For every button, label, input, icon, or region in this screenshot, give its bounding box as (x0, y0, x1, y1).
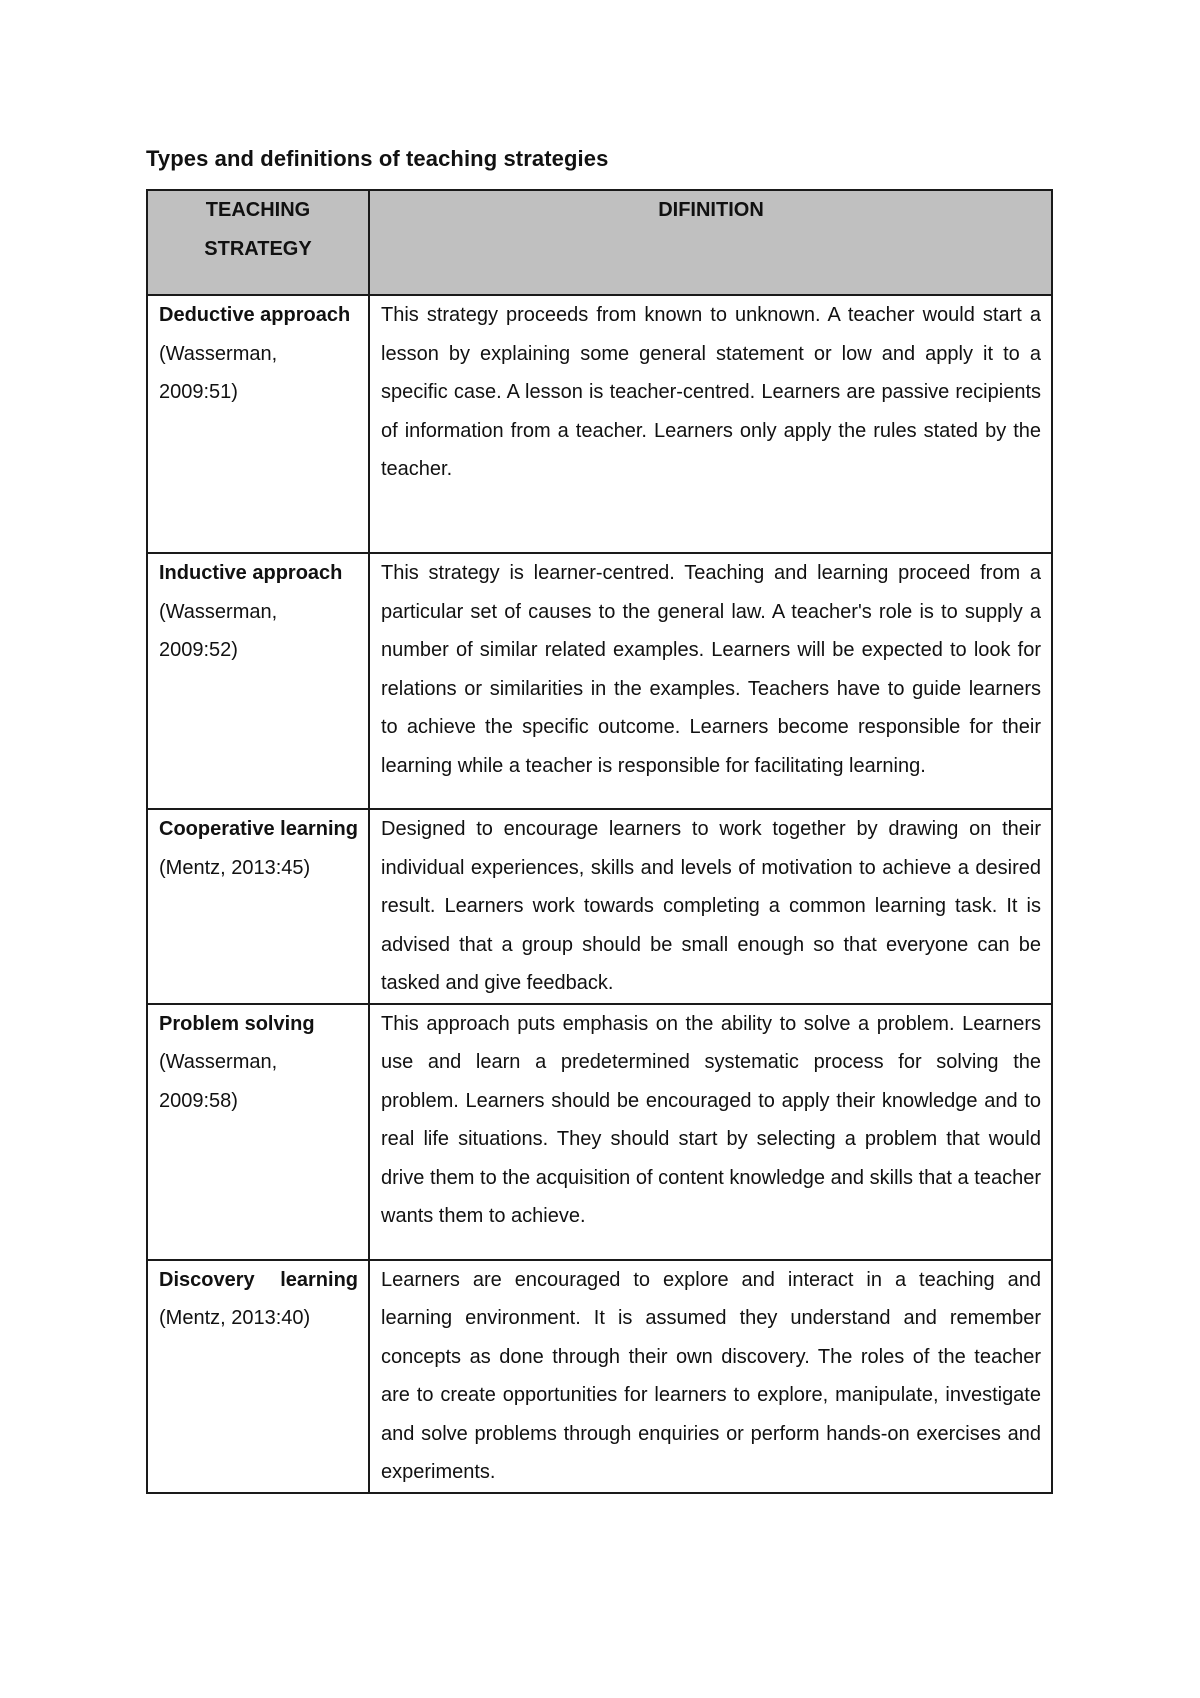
definition-cell (369, 1004, 1052, 1260)
definition-text: Learners are encouraged to explore and interact in a teaching and learning environment. It is assumed they understand and remember concepts as done through their own discovery. The roles of the teacher are to create opportunities for learners to explore, manipulate, investigate and solve problems through enquiries or perform hands-on exercises and experiments. (381, 1268, 1041, 1483)
definition-cell (369, 295, 1052, 553)
header-strategy: TEACHING STRATEGY (147, 190, 369, 295)
strategy-name: Deductive approach (159, 304, 351, 326)
strategy-name: Problem solving (159, 1012, 315, 1035)
definition-text: Designed to encourage learners to work together by drawing on their individual experiences, skills and levels of motivation to achieve a desired result. Learners work towards completing a common learning task. It is advised that a group should be small enough so that everyone can be tasked and give feedback. (381, 818, 1041, 994)
table-row (147, 809, 1052, 1004)
strategy-name: Cooperative learning (159, 818, 358, 840)
header-row (147, 190, 1052, 295)
strategies-table (146, 189, 1053, 1494)
strategy-citation: (Wasserman, 2009:52) (159, 600, 278, 661)
table-row (147, 295, 1052, 553)
table-row (147, 1260, 1052, 1493)
definition-text: This strategy proceeds from known to unknown. A teacher would start a lesson by explaining some general statement or low and apply it to a specific case. A lesson is teacher-centred. Learners are passive recipients of information from a teacher. Learners only apply the rules stated by the teacher. (381, 304, 1041, 480)
definition-cell (369, 1260, 1052, 1493)
strategy-cell (147, 1260, 369, 1493)
strategy-citation: (Mentz, 2013:45) (159, 856, 311, 879)
strategy-name: Inductive approach (159, 562, 343, 584)
definition-cell (369, 553, 1052, 809)
header-definition: DIFINITION (369, 190, 1052, 295)
definition-text: This strategy is learner-centred. Teaching and learning proceed from a particular set of causes to the general law. A teacher's role is to supply a number of similar related examples. Learners will be expected to look for relations or similarities in the examples. Teachers have to guide learners to achieve the specific outcome. Learners become responsible for their learning while a teacher is responsible for facilitating learning. (381, 562, 1041, 777)
table-row (147, 553, 1052, 809)
strategy-name: Discovery learning (159, 1268, 358, 1291)
table-row (147, 1004, 1052, 1260)
page-title: Types and definitions of teaching strategies (146, 146, 609, 171)
strategy-cell (147, 553, 369, 809)
strategy-citation: (Mentz, 2013:40) (159, 1307, 311, 1329)
strategy-cell (147, 1004, 369, 1260)
strategy-cell (147, 295, 369, 553)
definition-cell (369, 809, 1052, 1004)
strategy-citation: (Wasserman, 2009:58) (159, 1051, 278, 1112)
definition-text: This approach puts emphasis on the ability to solve a problem. Learners use and learn a predetermined systematic process for solving the problem. Learners should be encouraged to apply their knowledge and to real life situations. They should start by selecting a problem that would drive them to the acquisition of content knowledge and skills that a teacher wants them to achieve. (381, 1012, 1041, 1227)
strategy-cell (147, 809, 369, 1004)
strategy-citation: (Wasserman, 2009:51) (159, 342, 278, 403)
